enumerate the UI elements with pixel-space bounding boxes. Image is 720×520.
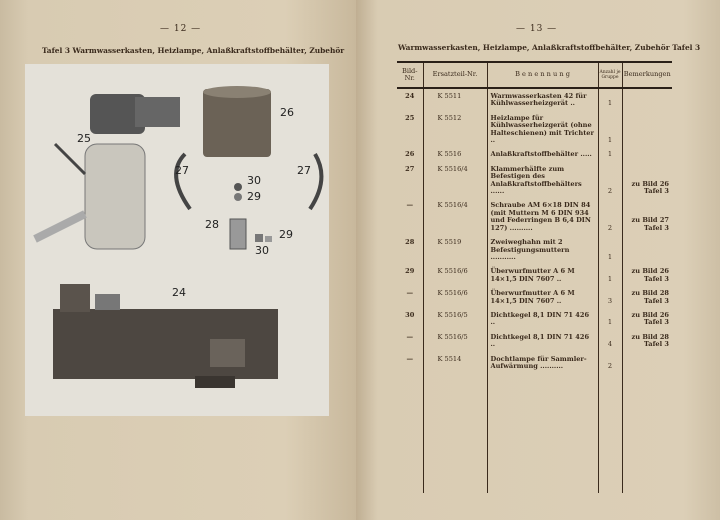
- bild-nr-cell: 27: [405, 164, 415, 173]
- col-anzahl: Anzahl je Gruppe: [598, 62, 622, 88]
- bemerkungen-cell: [622, 88, 672, 111]
- figure-label: 25: [77, 132, 91, 145]
- benennung-cell: Dichtkegel 8,1 DIN 71 426 ..: [487, 308, 598, 330]
- anzahl-cell: 2: [598, 352, 622, 374]
- anzahl-cell: 2: [598, 198, 622, 235]
- page-header: Warmwasserkasten, Heizlampe, Anlaßkraftstoffbehälter, Zubehör Tafel 3: [398, 43, 701, 52]
- bemerkungen-cell: zu Bild 27 Tafel 3: [622, 198, 672, 235]
- col-ersatzteil-nr: Ersatzteil-Nr.: [423, 62, 487, 88]
- bild-nr-cell: 29: [405, 267, 415, 276]
- benennung-cell: Klammerhälfte zum Befestigen des Anlaßkraftstoffbehälters ......: [487, 162, 598, 199]
- ersatzteil-cell: K 5516: [423, 147, 487, 161]
- bild-nr-cell: —: [406, 354, 414, 363]
- ersatzteil-cell: K 5516/5: [423, 330, 487, 352]
- benennung-cell: Warmwasserkasten 42 für Kühlwasserheizgerät ..: [487, 88, 598, 111]
- table-row: [397, 162, 672, 199]
- bemerkungen-cell: zu Bild 28 Tafel 3: [622, 286, 672, 308]
- col-bild-nr: Bild-Nr.: [397, 62, 423, 88]
- table-row: [397, 147, 672, 161]
- table-row: [397, 198, 672, 235]
- table-row: [397, 235, 672, 264]
- empty-cell: [397, 373, 423, 493]
- page-number: — 13 —: [516, 24, 558, 34]
- bild-nr-cell: 25: [405, 113, 415, 122]
- figure-label: 24: [172, 286, 186, 299]
- benennung-cell: Dichtkegel 8,1 DIN 71 426 ..: [487, 330, 598, 352]
- empty-cell: [622, 373, 672, 493]
- benennung-cell: Heizlampe für Kühlwasserheizgerät (ohne Halteschienen) mit Trichter ..: [487, 111, 598, 148]
- figure-label: 28: [205, 218, 219, 231]
- figure-label: 27: [297, 164, 311, 177]
- benennung-cell: Dochtlampe für Sammler-Aufwärmung ..........: [487, 352, 598, 374]
- left-page: [0, 0, 356, 520]
- figure-label: 30: [255, 244, 269, 257]
- benennung-cell: Schraube AM 6×18 DIN 84 (mit Muttern M 6 DIN 934 und Federringen B 6,4 DIN 127) ..........: [487, 198, 598, 235]
- table-header-row: [397, 62, 672, 88]
- col-bemerkungen: Bemerkungen: [622, 62, 672, 88]
- ersatzteil-cell: K 5511: [423, 88, 487, 111]
- anzahl-cell: 1: [598, 147, 622, 161]
- ersatzteil-cell: K 5516/6: [423, 264, 487, 286]
- bemerkungen-cell: zu Bild 26 Tafel 3: [622, 264, 672, 286]
- bemerkungen-cell: zu Bild 26 Tafel 3: [622, 308, 672, 330]
- anzahl-cell: 1: [598, 111, 622, 148]
- table-row: [397, 286, 672, 308]
- figure-label: 29: [247, 190, 261, 203]
- bild-nr-cell: —: [406, 289, 414, 298]
- ersatzteil-cell: K 5516/6: [423, 286, 487, 308]
- figure-label: 26: [280, 106, 294, 119]
- table-row: [397, 308, 672, 330]
- table-row: [397, 88, 672, 111]
- empty-cell: [487, 373, 598, 493]
- bemerkungen-cell: zu Bild 28 Tafel 3: [622, 330, 672, 352]
- bemerkungen-cell: [622, 147, 672, 161]
- anzahl-cell: 4: [598, 330, 622, 352]
- anzahl-cell: 1: [598, 88, 622, 111]
- table-row: [397, 111, 672, 148]
- ersatzteil-cell: K 5516/4: [423, 198, 487, 235]
- bild-nr-cell: 26: [405, 150, 415, 159]
- anzahl-cell: 1: [598, 264, 622, 286]
- benennung-cell: Anlaßkraftstoffbehälter .....: [487, 147, 598, 161]
- benennung-cell: Zweiweghahn mit 2 Befestigungsmuttern ...........: [487, 235, 598, 264]
- bild-nr-cell: 24: [405, 92, 415, 100]
- benennung-cell: Überwurfmutter A 6 M 14×1,5 DIN 7607 ..: [487, 286, 598, 308]
- ersatzteil-cell: K 5519: [423, 235, 487, 264]
- page-number: — 12 —: [160, 24, 202, 34]
- bemerkungen-cell: [622, 111, 672, 148]
- parts-photo: [25, 64, 329, 416]
- figure-label: 30: [247, 174, 261, 187]
- figure-label: 27: [175, 164, 189, 177]
- bild-nr-cell: —: [406, 201, 414, 210]
- ersatzteil-cell: K 5516/4: [423, 162, 487, 199]
- ersatzteil-cell: K 5516/5: [423, 308, 487, 330]
- table-row: [397, 352, 672, 374]
- anzahl-cell: 3: [598, 286, 622, 308]
- bemerkungen-cell: [622, 352, 672, 374]
- ersatzteil-cell: K 5514: [423, 352, 487, 374]
- anzahl-cell: 1: [598, 308, 622, 330]
- bemerkungen-cell: zu Bild 26 Tafel 3: [622, 162, 672, 199]
- table-row: [397, 264, 672, 286]
- anzahl-cell: 2: [598, 162, 622, 199]
- bild-nr-cell: —: [406, 332, 414, 341]
- bemerkungen-cell: [622, 235, 672, 264]
- page-header: Tafel 3 Warmwasserkasten, Heizlampe, Anlaßkraftstoffbehälter, Zubehör: [42, 46, 345, 55]
- table-row: [397, 330, 672, 352]
- anzahl-cell: 1: [598, 235, 622, 264]
- table-spacer: [397, 373, 672, 493]
- ersatzteil-cell: K 5512: [423, 111, 487, 148]
- empty-cell: [423, 373, 487, 493]
- benennung-cell: Überwurfmutter A 6 M 14×1,5 DIN 7607 ..: [487, 264, 598, 286]
- parts-table: [397, 61, 672, 493]
- empty-cell: [598, 373, 622, 493]
- figure-label: 29: [279, 228, 293, 241]
- bild-nr-cell: 28: [405, 238, 415, 247]
- col-benennung: B e n e n n u n g: [487, 62, 598, 88]
- bild-nr-cell: 30: [405, 310, 415, 319]
